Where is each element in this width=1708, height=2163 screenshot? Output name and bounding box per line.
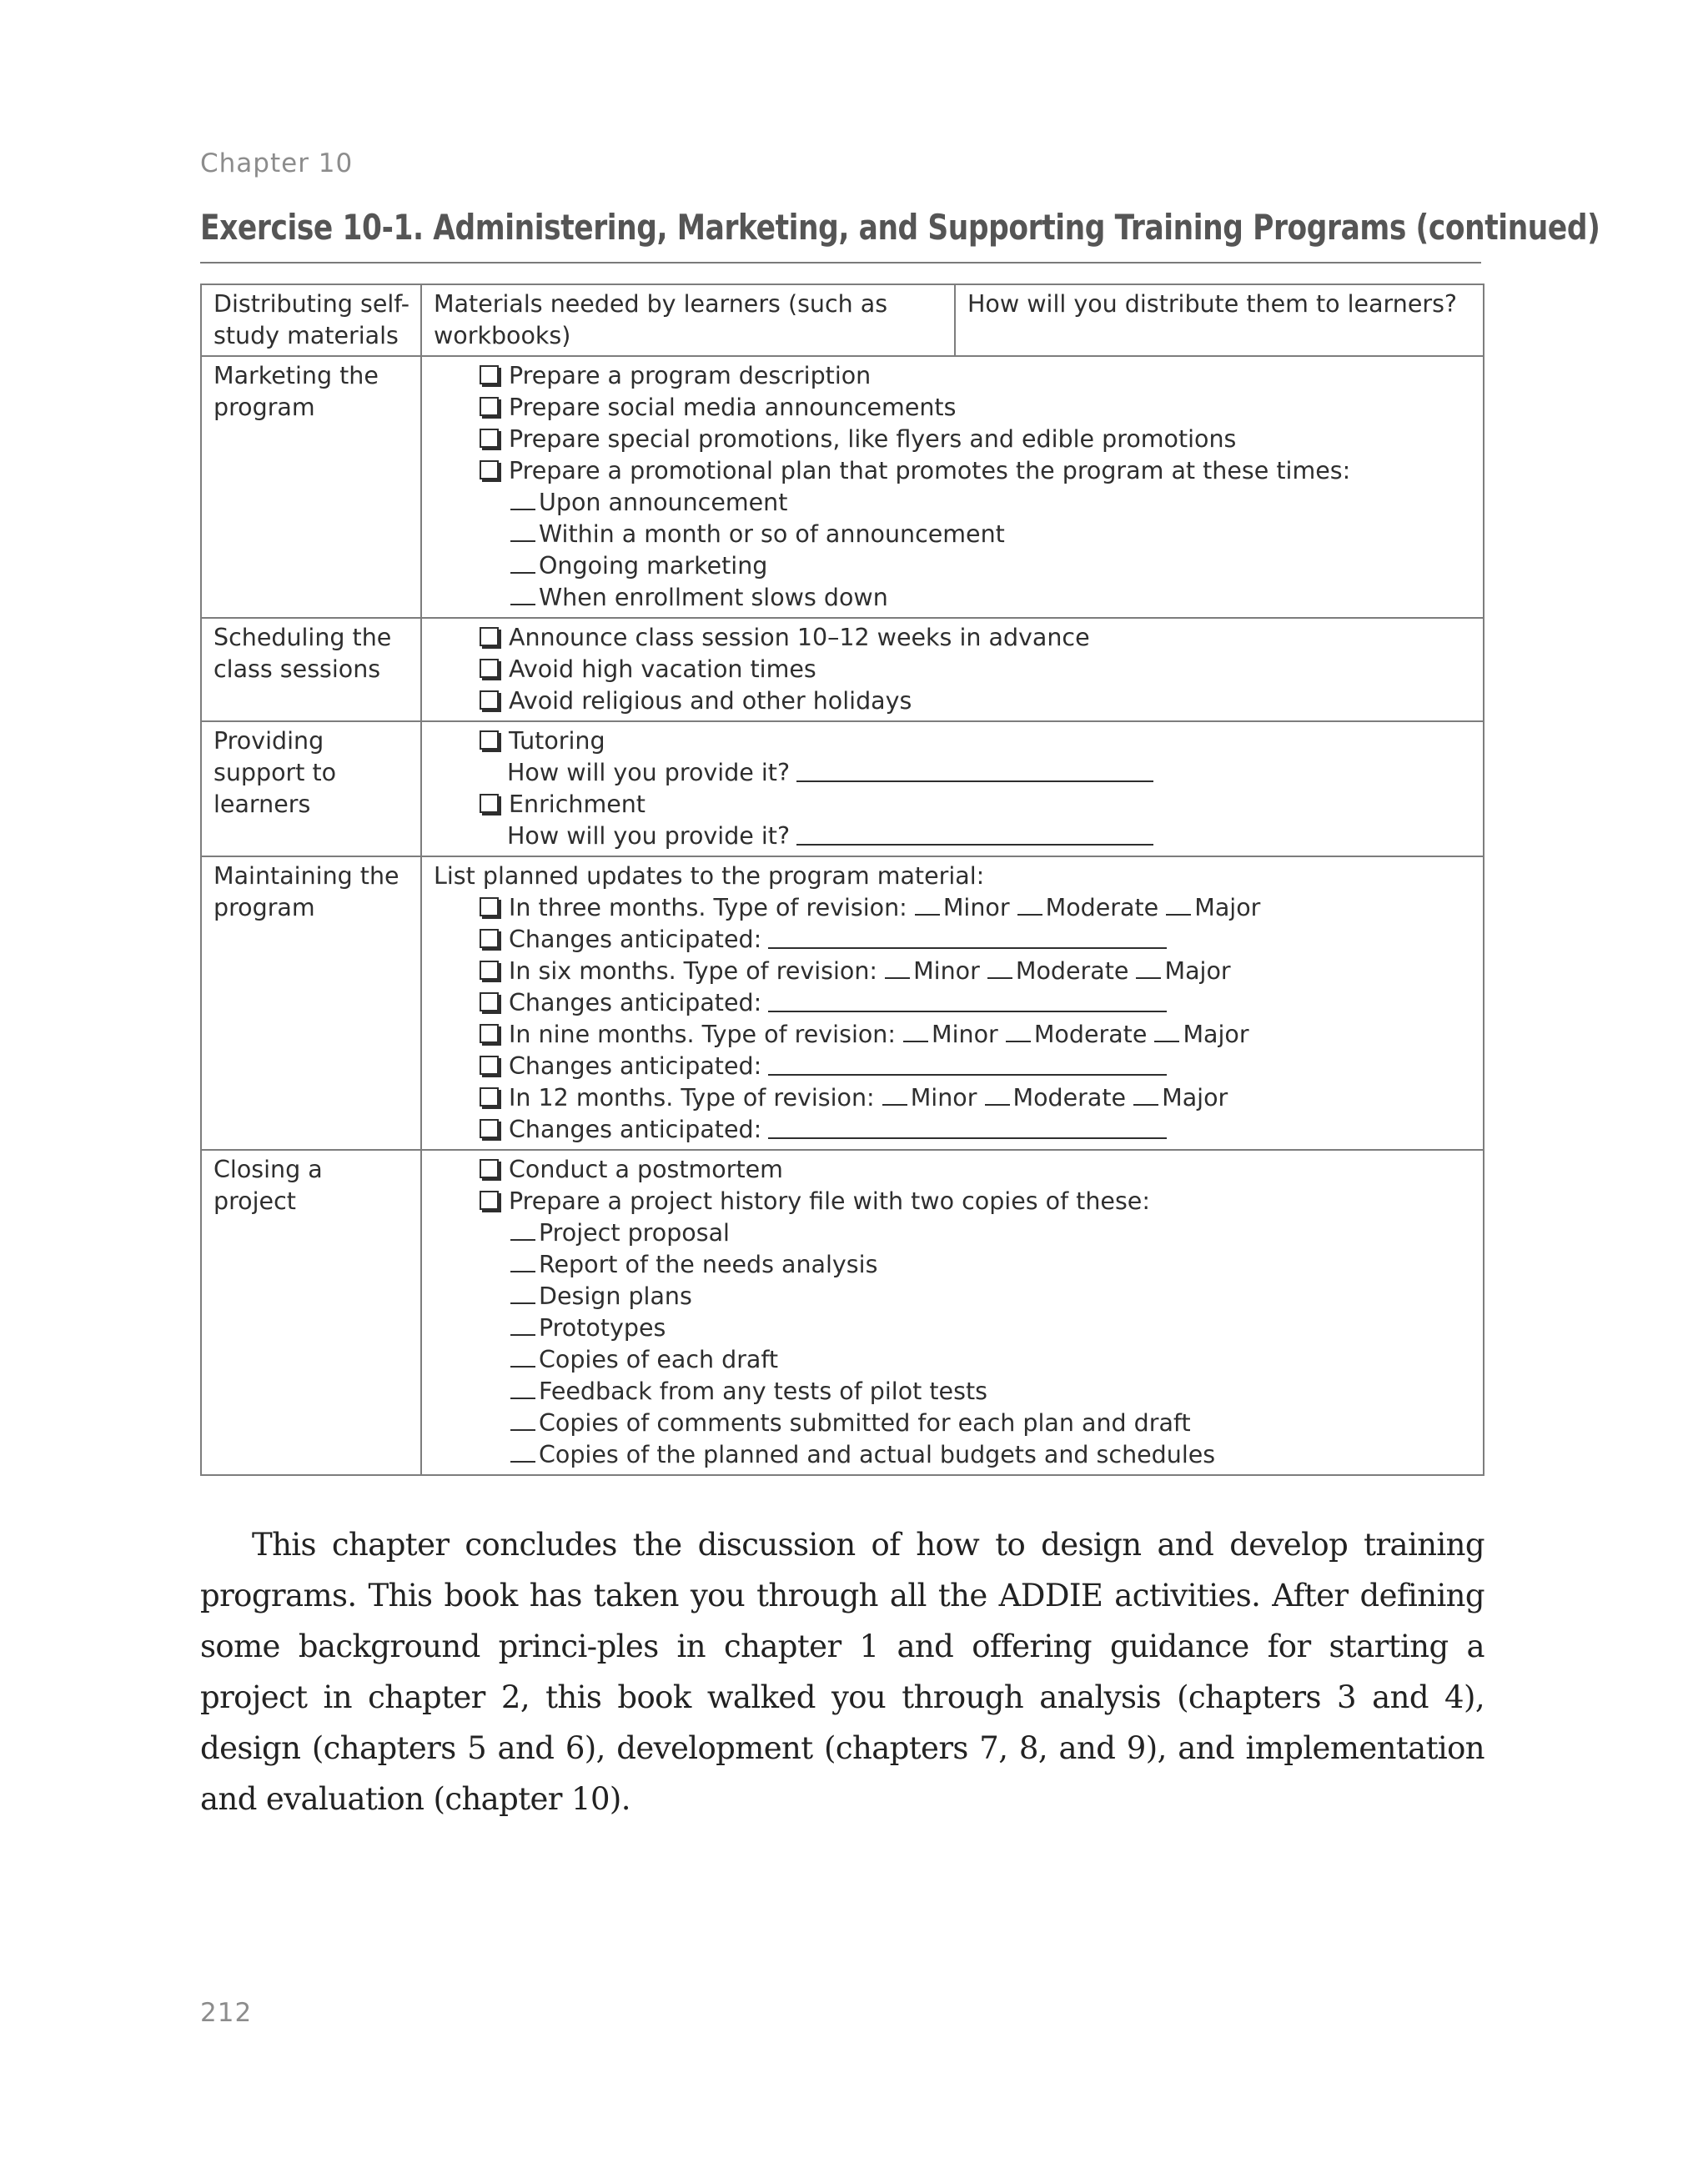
- checkbox-icon[interactable]: [480, 1191, 499, 1210]
- row-label: Maintaining the program: [201, 856, 421, 1150]
- revision-item[interactable]: In 12 months. Type of revision: Minor Moderate Major: [434, 1082, 1473, 1114]
- blank-line[interactable]: [510, 1366, 535, 1368]
- checkbox-icon[interactable]: [480, 1119, 499, 1138]
- checklist-item[interactable]: Tutoring: [434, 725, 1473, 757]
- provide-question: How will you provide it?: [434, 821, 1473, 852]
- checklist-item[interactable]: Prepare social media announcements: [434, 392, 1473, 424]
- checkbox-icon[interactable]: [480, 397, 499, 416]
- row-scheduling: [201, 618, 1484, 721]
- revision-item[interactable]: In nine months. Type of revision: Minor Moderate Major: [434, 1019, 1473, 1051]
- checklist-item[interactable]: Conduct a postmortem: [434, 1154, 1473, 1186]
- closing-content: [421, 1150, 1484, 1475]
- blank-line[interactable]: [985, 1104, 1010, 1106]
- maintaining-intro: List planned updates to the program material:: [434, 862, 985, 890]
- checkbox-icon[interactable]: [480, 365, 499, 384]
- row-label: Distributing self-study materials: [201, 284, 421, 356]
- blank-line[interactable]: [885, 977, 910, 979]
- changes-item[interactable]: Changes anticipated:: [434, 1051, 1473, 1082]
- checkbox-icon[interactable]: [480, 659, 499, 678]
- checkbox-icon[interactable]: [480, 992, 499, 1011]
- row-label: Providing support to learners: [201, 721, 421, 856]
- row-label: Scheduling the class sessions: [201, 618, 421, 721]
- row-label: Closing a project: [201, 1150, 421, 1475]
- blank-item: Report of the needs analysis: [434, 1249, 1473, 1281]
- blank-line[interactable]: [1017, 914, 1042, 916]
- row-support: [201, 721, 1484, 856]
- answer-line[interactable]: [768, 947, 1167, 949]
- checkbox-icon[interactable]: [480, 929, 499, 948]
- revision-item[interactable]: In six months. Type of revision: Minor Moderate Major: [434, 956, 1473, 987]
- blank-line[interactable]: [510, 604, 535, 605]
- blank-item: Upon announcement: [434, 487, 1473, 519]
- row-closing: [201, 1150, 1484, 1475]
- blank-item: Design plans: [434, 1281, 1473, 1312]
- checklist-item[interactable]: Prepare a program description: [434, 360, 1473, 392]
- blank-item: Copies of comments submitted for each plan and draft: [434, 1408, 1473, 1439]
- blank-line[interactable]: [1133, 1104, 1158, 1106]
- row-maintaining: [201, 856, 1484, 1150]
- changes-item[interactable]: Changes anticipated:: [434, 924, 1473, 956]
- scheduling-content: [421, 618, 1484, 721]
- page-number: 212: [200, 1998, 253, 2028]
- checkbox-icon[interactable]: [480, 1024, 499, 1043]
- blank-line[interactable]: [1006, 1041, 1031, 1042]
- blank-item: Prototypes: [434, 1312, 1473, 1344]
- blank-line[interactable]: [987, 977, 1012, 979]
- checkbox-icon[interactable]: [480, 1056, 499, 1075]
- checklist-item[interactable]: Prepare a promotional plan that promotes the program at these times:: [434, 455, 1473, 487]
- revision-item[interactable]: In three months. Type of revision: Minor Moderate Major: [434, 892, 1473, 924]
- blank-line[interactable]: [882, 1104, 907, 1106]
- answer-line[interactable]: [768, 1011, 1167, 1012]
- blank-line[interactable]: [915, 914, 940, 916]
- checklist-item[interactable]: Enrichment: [434, 789, 1473, 821]
- checklist-item[interactable]: Prepare special promotions, like flyers and edible promotions: [434, 424, 1473, 455]
- exercise-table: [200, 284, 1484, 1476]
- checkbox-icon[interactable]: [480, 627, 499, 646]
- blank-item: Project proposal: [434, 1217, 1473, 1249]
- checkbox-icon[interactable]: [480, 794, 499, 813]
- changes-item[interactable]: Changes anticipated:: [434, 1114, 1473, 1146]
- blank-item: Within a month or so of announcement: [434, 519, 1473, 550]
- blank-item: Feedback from any tests of pilot tests: [434, 1376, 1473, 1408]
- blank-item: When enrollment slows down: [434, 582, 1473, 614]
- materials-cell: Materials needed by learners (such as workbooks): [421, 284, 955, 356]
- support-content: [421, 721, 1484, 856]
- blank-line[interactable]: [510, 540, 535, 542]
- title-rule: [200, 262, 1481, 263]
- checklist-item[interactable]: Announce class session 10–12 weeks in advance: [434, 622, 1473, 654]
- checklist-item[interactable]: Avoid high vacation times: [434, 654, 1473, 685]
- blank-line[interactable]: [510, 1429, 535, 1431]
- blank-item: Copies of each draft: [434, 1344, 1473, 1376]
- answer-line[interactable]: [796, 780, 1153, 782]
- blank-line[interactable]: [1136, 977, 1161, 979]
- checkbox-icon[interactable]: [480, 730, 499, 750]
- changes-item[interactable]: Changes anticipated:: [434, 987, 1473, 1019]
- blank-line[interactable]: [1154, 1041, 1179, 1042]
- body-paragraph: This chapter concludes the discussion of how to design and develop training programs. This book has taken you through all the ADDIE activities. After defining some background princi-ples in chapter 1 and offering guidance for starting a project in chapter 2, this book walked you through analysis (chapters 3 and 4), design (chapters 5 and 6), development (chapters 7, 8, and 9), and implementation and evaluation (chapter 10).: [200, 1527, 1484, 1817]
- answer-line[interactable]: [768, 1074, 1167, 1076]
- checkbox-icon[interactable]: [480, 961, 499, 980]
- blank-line[interactable]: [510, 1461, 535, 1463]
- checkbox-icon[interactable]: [480, 690, 499, 710]
- row-marketing: [201, 356, 1484, 618]
- maintaining-content: [421, 856, 1484, 1150]
- checkbox-icon[interactable]: [480, 1087, 499, 1107]
- blank-item: Copies of the planned and actual budgets and schedules: [434, 1439, 1473, 1471]
- checkbox-icon[interactable]: [480, 460, 499, 479]
- answer-line[interactable]: [768, 1137, 1167, 1139]
- blank-line[interactable]: [510, 1271, 535, 1272]
- blank-line[interactable]: [903, 1041, 928, 1042]
- checklist-item[interactable]: Prepare a project history file with two copies of these:: [434, 1186, 1473, 1217]
- checklist-item[interactable]: Avoid religious and other holidays: [434, 685, 1473, 717]
- blank-line[interactable]: [510, 572, 535, 574]
- blank-line[interactable]: [510, 1302, 535, 1304]
- distribution-cell: How will you distribute them to learners?: [955, 284, 1484, 356]
- running-head: Chapter 10: [200, 148, 354, 178]
- blank-line[interactable]: [510, 509, 535, 510]
- answer-line[interactable]: [796, 844, 1153, 846]
- blank-line[interactable]: [510, 1334, 535, 1336]
- checkbox-icon[interactable]: [480, 897, 499, 916]
- exercise-title: Exercise 10-1. Administering, Marketing, and Supporting Training Programs (continued): [200, 207, 1600, 248]
- row-label: Marketing the program: [201, 356, 421, 618]
- blank-line[interactable]: [510, 1398, 535, 1399]
- blank-line[interactable]: [1166, 914, 1191, 916]
- provide-question: How will you provide it?: [434, 757, 1473, 789]
- marketing-content: [421, 356, 1484, 618]
- blank-item: Ongoing marketing: [434, 550, 1473, 582]
- checkbox-icon[interactable]: [480, 1159, 499, 1178]
- blank-line[interactable]: [510, 1239, 535, 1241]
- checkbox-icon[interactable]: [480, 429, 499, 448]
- row-distributing: [201, 284, 1484, 356]
